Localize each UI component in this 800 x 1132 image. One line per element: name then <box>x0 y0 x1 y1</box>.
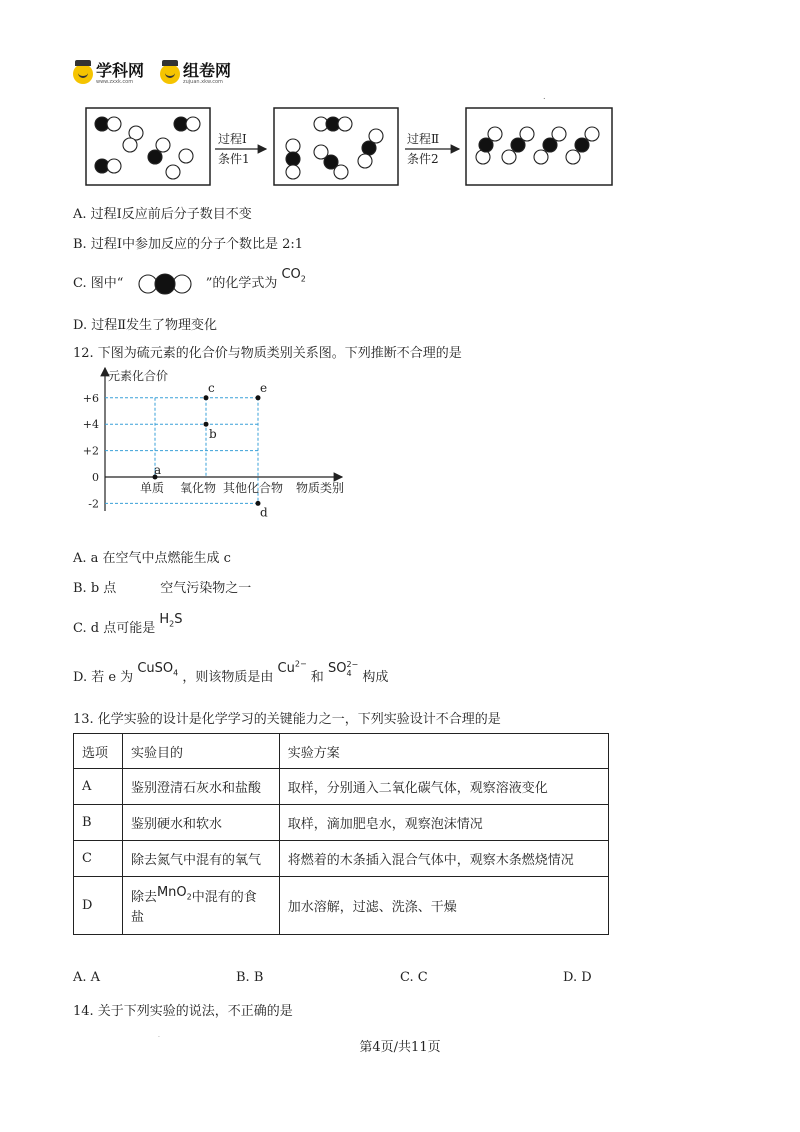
q11-option-a: A. 过程Ⅰ反应前后分子数目不变 <box>73 207 252 222</box>
row-option: A <box>74 769 123 805</box>
zujuan-logo <box>160 62 231 86</box>
co2-molecule-icon <box>134 273 196 295</box>
valence-chart <box>80 365 370 520</box>
point-label-d: d <box>260 505 268 520</box>
header-plan: 实验方案 <box>279 734 608 769</box>
page-number: 第4页/共11页 <box>359 1040 441 1055</box>
q14-stem: 14. 关于下列实验的说法，不正确的是 <box>73 1004 293 1019</box>
process-diagram <box>85 105 615 190</box>
table-row <box>74 769 609 805</box>
point-label-e: e <box>260 380 268 395</box>
table-row <box>74 841 609 877</box>
row-option: C <box>74 841 123 877</box>
q12-option-d-suffix: 构成 <box>362 670 389 685</box>
q12-option-b-suffix: 空气污染物之一 <box>160 581 252 596</box>
logo-subtext: zujuan.xkw.com <box>183 79 223 85</box>
logo-text: 学科网 <box>96 61 145 80</box>
h2s-formula: $H_2S$ <box>159 612 183 629</box>
row-purpose: 鉴别澄清石灰水和盐酸 <box>122 769 279 805</box>
x-tick-label: 单质 <box>140 481 165 495</box>
row-option: B <box>74 805 123 841</box>
header-option: 选项 <box>74 734 123 769</box>
logo-subtext: www.zxxk.com <box>96 79 134 85</box>
y-tick-label: +6 <box>82 391 99 405</box>
co2-formula: $CO_2$ <box>281 267 306 284</box>
mascot-icon <box>73 64 93 84</box>
q12-option-b-prefix: B. b 点 <box>73 581 117 596</box>
x-axis-title: 物质类别 <box>296 481 345 495</box>
experiment-table <box>73 733 609 935</box>
y-tick-label: +2 <box>82 444 99 458</box>
q11-option-c <box>73 267 306 295</box>
row-plan: 加水溶解，过滤、洗涤、干燥 <box>279 877 608 935</box>
process1-label: 过程Ⅰ <box>218 132 247 146</box>
process2-condition: 条件2 <box>407 152 439 166</box>
row-plan: 取样，滴加肥皂水，观察泡沫情况 <box>279 805 608 841</box>
q12-option-d-and: 和 <box>310 670 324 685</box>
q11-option-b: B. 过程Ⅰ中参加反应的分子个数比是 2:1 <box>73 237 304 252</box>
row-purpose: 鉴别硬水和软水 <box>122 805 279 841</box>
x-tick-label: 氧化物 <box>180 481 217 495</box>
q12-option-a: A. a 在空气中点燃能生成 c <box>73 551 231 566</box>
row-plan: 取样，分别通入二氧化碳气体，观察溶液变化 <box>279 769 608 805</box>
process1-condition: 条件1 <box>218 152 250 166</box>
y-tick-label: 0 <box>92 471 99 484</box>
y-tick-label: +4 <box>82 418 99 432</box>
q13-answer-c: C. C <box>400 970 428 985</box>
q12-option-c <box>73 612 183 638</box>
point-label-a: a <box>154 463 162 477</box>
zxxk-logo <box>73 62 144 86</box>
row-option: D <box>74 877 123 935</box>
point-label-c: c <box>208 380 215 395</box>
q11-option-c-prefix: C. 图中“ <box>73 276 124 291</box>
point-b <box>204 422 209 427</box>
q12-stem: 12. 下图为硫元素的化合价与物质类别关系图。下列推断不合理的是 <box>73 346 462 361</box>
q13-answer-d: D. D <box>563 970 592 985</box>
point-label-b: b <box>209 427 217 442</box>
stray-dot: . <box>543 92 546 101</box>
logo-text: 组卷网 <box>183 61 232 80</box>
row-purpose: 除去MnO$_2$中混有的食 盐 <box>122 877 279 935</box>
q13-answer-a: A. A <box>73 970 101 985</box>
y-tick-label: -2 <box>88 497 99 511</box>
q12-option-d-middle: ，则该物质是由 <box>182 670 274 685</box>
table-header-row <box>74 734 609 769</box>
cu-ion-formula: $Cu^{2-}$ <box>277 659 307 676</box>
y-axis-title: 元素化合价 <box>108 369 169 383</box>
q11-option-d: D. 过程Ⅱ发生了物理变化 <box>73 318 218 333</box>
cuso4-formula: CuSO$_4$ <box>137 661 179 678</box>
q12-option-c-prefix: C. d 点可能是 <box>73 621 156 636</box>
q12-option-d <box>73 659 389 687</box>
q12-option-d-prefix: D. 若 e 为 <box>73 670 134 685</box>
q11-option-c-middle: ”的化学式为 <box>205 276 278 291</box>
row-plan: 将燃着的木条插入混合气体中，观察木条燃烧情况 <box>279 841 608 877</box>
table-row <box>74 805 609 841</box>
so4-ion-formula: SO 2− 4 <box>327 659 359 678</box>
q13-answer-b: B. B <box>236 970 264 985</box>
mascot-icon <box>160 64 180 84</box>
point-c <box>204 395 209 400</box>
footer-dot: . <box>158 1032 160 1039</box>
point-e <box>256 395 261 400</box>
table-row <box>74 877 609 935</box>
header-purpose: 实验目的 <box>122 734 279 769</box>
q12-option-b <box>73 577 251 596</box>
x-tick-label: 其他化合物 <box>223 481 284 495</box>
q13-stem: 13. 化学实验的设计是化学学习的关键能力之一，下列实验设计不合理的是 <box>73 712 501 727</box>
process2-label: 过程Ⅱ <box>407 132 440 146</box>
row-purpose: 除去氮气中混有的氧气 <box>122 841 279 877</box>
